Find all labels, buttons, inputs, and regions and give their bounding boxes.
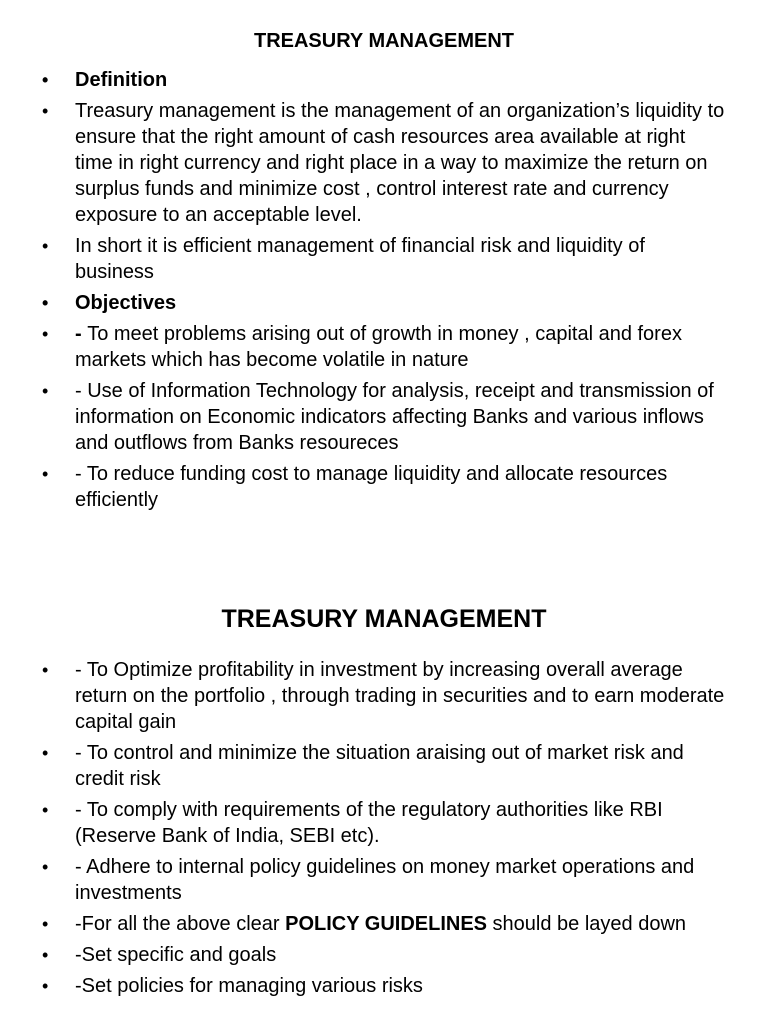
- list-item-objective: [0, 942, 768, 968]
- list-item-text: - To Optimize profitability in investment by increasing overall average return on the portfolio , through trading in securities and to earn moderate capital gain: [75, 659, 725, 733]
- list-item-text-before: -For all the above clear: [75, 913, 286, 935]
- list-item-objective: [0, 321, 768, 373]
- list-item-objective: [0, 378, 768, 456]
- list-item-text: - To comply with requirements of the regulatory authorities like RBI (Reserve Bank of India, SEBI etc).: [75, 799, 663, 847]
- list-item-text: -Set specific and goals: [75, 944, 277, 966]
- bullet-icon: •: [42, 976, 49, 996]
- bullet-icon: •: [42, 914, 49, 934]
- list-item-text: In short it is efficient management of financial risk and liquidity of business: [75, 235, 645, 283]
- slide-1-bullet-list: [0, 67, 768, 513]
- slide-1-title: TREASURY MANAGEMENT: [253, 30, 514, 52]
- list-item-objective: [0, 854, 768, 906]
- bullet-icon: •: [42, 381, 49, 401]
- bullet-icon: •: [42, 857, 49, 877]
- list-item-text: Definition: [75, 69, 168, 91]
- list-item-objective: [0, 797, 768, 849]
- bullet-icon: •: [42, 236, 49, 256]
- list-item-text: To meet problems arising out of growth in money , capital and forex markets which has become volatile in nature: [75, 323, 682, 371]
- list-item-text: Treasury management is the management of an organization’s liquidity to ensure that the right amount of cash resources area available at right time in right currency and right place in a way to maximize the return on surplus funds and minimize cost , control interest rate and currency exposure to an acceptable level.: [75, 100, 725, 226]
- bullet-icon: •: [42, 800, 49, 820]
- slide-2-bullet-list: [0, 657, 768, 999]
- list-item-objective: [0, 657, 768, 735]
- bullet-icon: •: [42, 743, 49, 763]
- slide-2-title: TREASURY MANAGEMENT: [221, 605, 547, 633]
- bullet-icon: •: [42, 660, 49, 680]
- list-item-prefix: -: [75, 323, 88, 345]
- list-item-text: - To reduce funding cost to manage liquidity and allocate resources efficiently: [75, 463, 668, 511]
- list-item-text: Objectives: [75, 292, 177, 314]
- list-item-text-bold: POLICY GUIDELINES: [285, 913, 487, 935]
- list-item-policy-guidelines: [0, 911, 768, 937]
- list-item-summary: [0, 233, 768, 285]
- list-item-objective: [0, 740, 768, 792]
- list-item-text: -Set policies for managing various risks: [75, 975, 423, 997]
- bullet-icon: •: [42, 293, 49, 313]
- list-item-text: - Use of Information Technology for analysis, receipt and transmission of information on Economic indicators affecting Banks and various inflows and outflows from Banks resoureces: [75, 380, 714, 454]
- list-item-text-after: should be layed down: [487, 913, 687, 935]
- bullet-icon: •: [42, 464, 49, 484]
- bullet-icon: •: [42, 945, 49, 965]
- bullet-icon: •: [42, 101, 49, 121]
- list-item-objectives-heading: [0, 290, 768, 316]
- list-item-definition: [0, 98, 768, 228]
- list-item-objective: [0, 973, 768, 999]
- bullet-icon: •: [42, 324, 49, 344]
- list-item-text: - Adhere to internal policy guidelines on money market operations and investments: [75, 856, 695, 904]
- list-item-text: - To control and minimize the situation araising out of market risk and credit risk: [75, 742, 684, 790]
- list-item-objective: [0, 461, 768, 513]
- list-item-definition-heading: [0, 67, 768, 93]
- bullet-icon: •: [42, 70, 49, 90]
